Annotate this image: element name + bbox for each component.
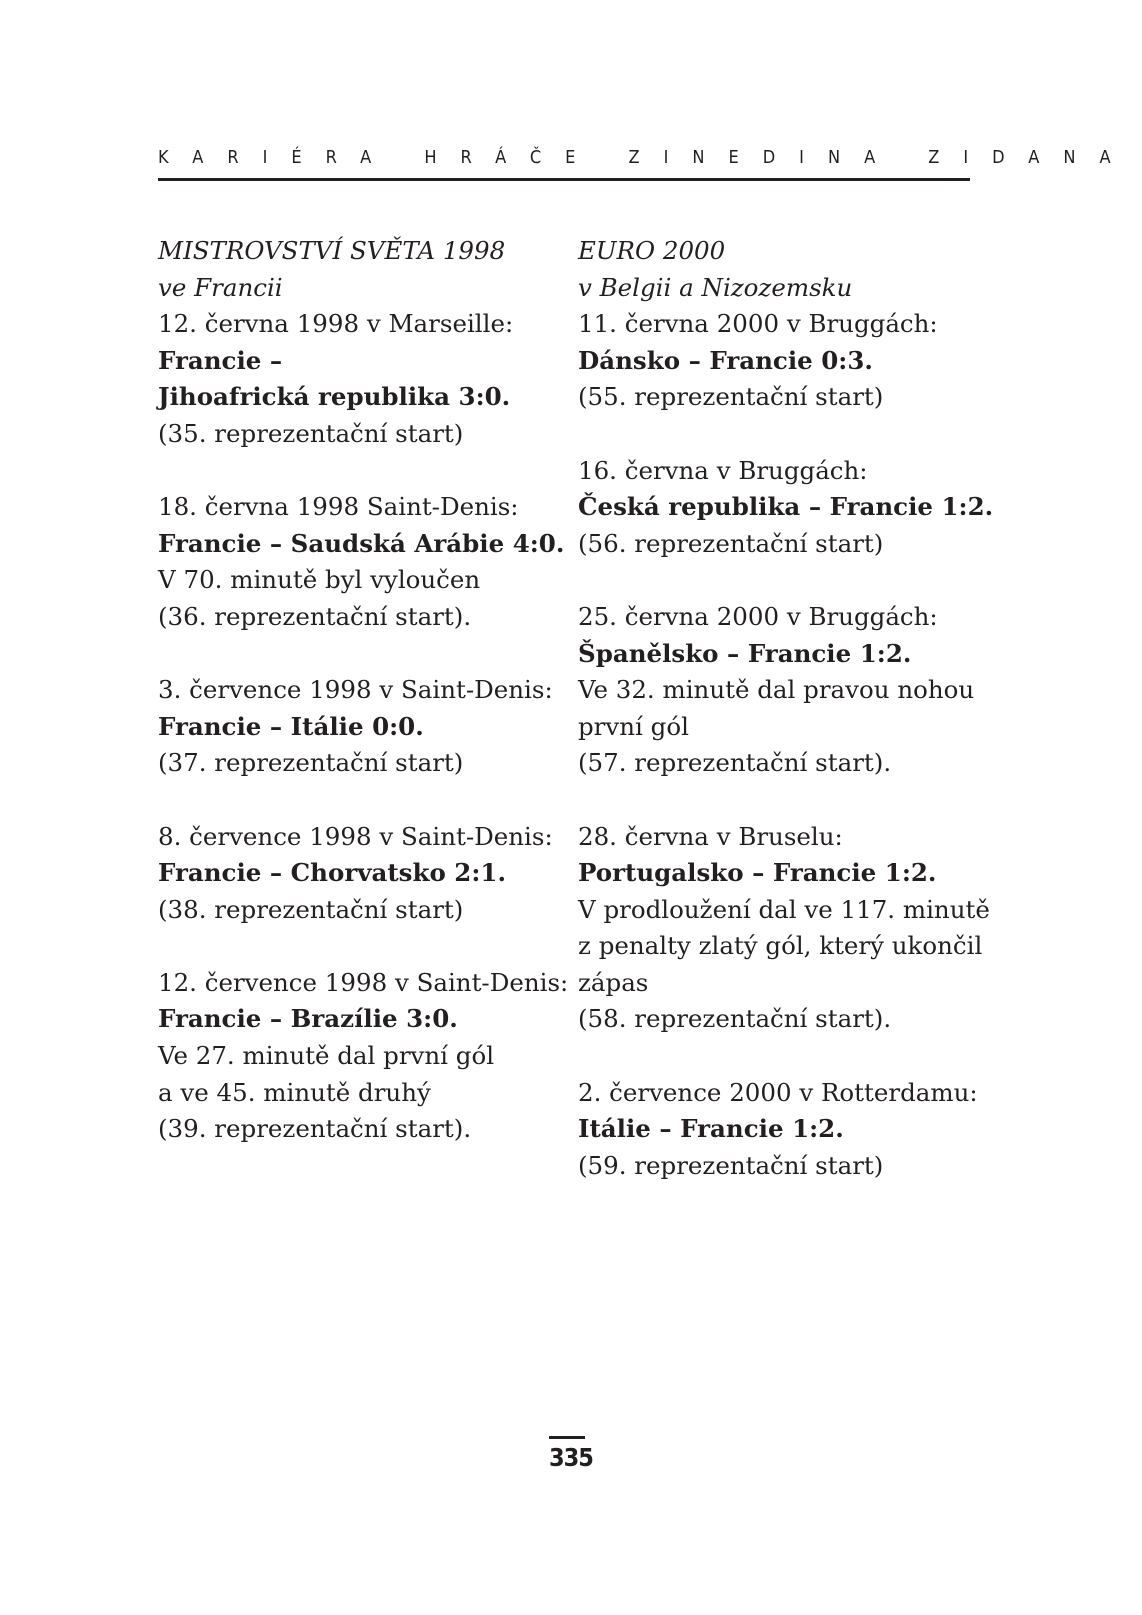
match-note: (59. reprezentační start) — [578, 1150, 884, 1180]
running-head-title: KARIÉRA HRÁČE ZINEDINA ZIDANA — [158, 147, 1135, 168]
match-entry — [158, 489, 565, 635]
section-subtitle-line: ve Francii — [158, 272, 283, 302]
match-date: 8. července 1998 v Saint-Denis: — [158, 821, 553, 851]
match-result: Jihoafrická republika 3:0. — [158, 382, 511, 412]
right-column — [578, 233, 994, 1184]
page-number: 335 — [549, 1443, 593, 1472]
section-title-euro — [578, 233, 978, 306]
match-note: (58. reprezentační start). — [578, 1004, 892, 1034]
match-result: Francie – Brazílie 3:0. — [158, 1004, 458, 1034]
match-entry — [578, 306, 978, 416]
match-result: Česká republika – Francie 1:2. — [578, 492, 994, 522]
match-note: V 70. minutě byl vyloučen — [158, 565, 481, 595]
match-entry — [158, 306, 558, 452]
match-result: Dánsko – Francie 0:3. — [578, 345, 873, 375]
match-note: první gól — [578, 711, 689, 741]
match-note: Ve 32. minutě dal pravou nohou — [578, 675, 975, 705]
section-title-line: MISTROVSTVÍ SVĚTA 1998 — [158, 236, 506, 265]
match-result: Francie – — [158, 345, 283, 375]
match-date: 28. června v Bruselu: — [578, 821, 843, 851]
section-title-line: EURO 2000 — [578, 236, 726, 265]
match-result: Itálie – Francie 1:2. — [578, 1114, 844, 1144]
match-date: 11. června 2000 v Bruggách: — [578, 309, 938, 339]
match-date: 2. července 2000 v Rotterdamu: — [578, 1077, 978, 1107]
left-column — [158, 233, 569, 1148]
match-date: 25. června 2000 v Bruggách: — [578, 601, 938, 631]
match-note: (55. reprezentační start) — [578, 382, 884, 412]
match-date: 12. června 1998 v Marseille: — [158, 309, 514, 339]
match-entry — [158, 965, 569, 1148]
match-entry — [578, 453, 994, 563]
match-result: Francie – Itálie 0:0. — [158, 711, 424, 741]
match-note: (37. reprezentační start) — [158, 748, 464, 778]
match-note: (56. reprezentační start) — [578, 528, 884, 558]
match-date: 3. července 1998 v Saint-Denis: — [158, 675, 553, 705]
match-note: V prodloužení dal ve 117. minutě — [578, 894, 990, 924]
match-note: z penalty zlatý gól, který ukončil — [578, 931, 983, 961]
header-rule — [158, 178, 970, 181]
match-entry — [578, 819, 990, 1039]
match-note: (35. reprezentační start) — [158, 418, 464, 448]
match-date: 16. června v Bruggách: — [578, 455, 868, 485]
match-result: Španělsko – Francie 1:2. — [578, 638, 912, 668]
section-subtitle-line: v Belgii a Nizozemsku — [578, 272, 853, 302]
section-title-world-cup — [158, 233, 558, 306]
match-date: 18. června 1998 Saint-Denis: — [158, 492, 519, 522]
match-entry — [158, 819, 558, 929]
match-result: Francie – Chorvatsko 2:1. — [158, 858, 506, 888]
match-note: (57. reprezentační start). — [578, 748, 892, 778]
match-date: 12. července 1998 v Saint-Denis: — [158, 967, 569, 997]
page-number-rule — [549, 1436, 585, 1439]
match-entry — [578, 599, 978, 782]
match-note: (36. reprezentační start). — [158, 601, 472, 631]
match-note: zápas — [578, 967, 649, 997]
match-note: Ve 27. minutě dal první gól — [158, 1041, 495, 1071]
match-entry — [578, 1075, 978, 1185]
match-note: (39. reprezentační start). — [158, 1114, 472, 1144]
match-note: (38. reprezentační start) — [158, 894, 464, 924]
page-footer — [549, 1436, 593, 1473]
match-result: Portugalsko – Francie 1:2. — [578, 858, 937, 888]
match-result: Francie – Saudská Arábie 4:0. — [158, 528, 565, 558]
match-entry — [158, 672, 558, 782]
match-note: a ve 45. minutě druhý — [158, 1077, 431, 1107]
